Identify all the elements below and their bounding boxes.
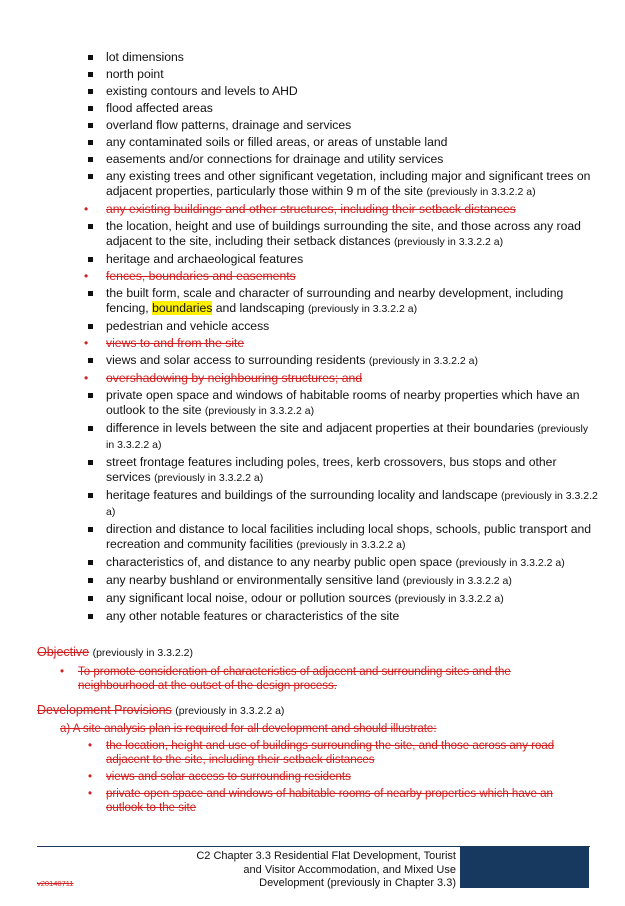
footer-title bbox=[160, 850, 456, 891]
provision-sub-item: • private open space and windows of habitable rooms of nearby properties which have an outlook to the site bbox=[88, 788, 553, 814]
list-item-text: views and solar access to surrounding residents bbox=[106, 353, 366, 367]
bullet-marker bbox=[88, 55, 93, 60]
list-item-text: the built form, scale and character of surrounding and nearby development, including fencing, bbox=[106, 286, 564, 315]
list-item-text: difference in levels between the site and adjacent properties at their boundaries bbox=[106, 421, 534, 435]
bullet-marker: • bbox=[84, 371, 89, 385]
provisions-heading bbox=[37, 703, 284, 717]
bullet-marker bbox=[88, 224, 93, 229]
list-item bbox=[88, 455, 598, 486]
bullet-marker bbox=[88, 578, 93, 583]
bullet-marker bbox=[88, 89, 93, 94]
list-item-text: views to and from the site bbox=[106, 336, 245, 350]
list-item-text: any existing buildings and other structures, including their setback distances bbox=[106, 202, 516, 216]
footer-version: v20140711 bbox=[37, 879, 74, 888]
footer-color-block bbox=[460, 847, 589, 888]
list-item bbox=[88, 219, 598, 250]
list-item bbox=[88, 609, 598, 624]
objective-heading-note: (previously in 3.3.2.2) bbox=[92, 647, 193, 659]
bullet-marker bbox=[88, 596, 93, 601]
list-item bbox=[88, 135, 598, 150]
bullet-marker bbox=[88, 560, 93, 565]
previous-location-note: (previously in 3.3.2.2 a) bbox=[393, 236, 504, 248]
bullet-marker bbox=[88, 614, 93, 619]
list-item bbox=[88, 488, 598, 520]
list-item-text: overshadowing by neighbouring structures; and bbox=[106, 371, 363, 385]
list-item-text: lot dimensions bbox=[106, 50, 184, 64]
list-item bbox=[88, 591, 598, 607]
previous-location-note: (previously in 3.3.2.2 a) bbox=[106, 490, 598, 518]
list-item-text: any other notable features or characteristics of the site bbox=[106, 609, 400, 623]
provision-sub-item-text: private open space and windows of habitable rooms of nearby properties which have an outlook to the site bbox=[106, 788, 553, 814]
list-item-text: overland flow patterns, drainage and services bbox=[106, 118, 352, 132]
highlighted-word: boundaries bbox=[152, 301, 213, 315]
deleted-list-item bbox=[84, 202, 598, 217]
list-item-text: any existing trees and other significant vegetation, including major and significant trees on adjacent properties, particularly those within 9 m of the site bbox=[106, 169, 591, 198]
provisions-heading-text: Development Provisions bbox=[37, 703, 172, 717]
list-item-text: any nearby bushland or environmentally sensitive land bbox=[106, 573, 400, 587]
bullet-marker bbox=[88, 72, 93, 77]
previous-location-note: (previously in 3.3.2.2 a) bbox=[307, 303, 418, 315]
bullet-marker: • bbox=[84, 336, 89, 350]
previous-location-note: (previously in 3.3.2.2 a) bbox=[426, 186, 536, 198]
bullet-marker bbox=[88, 257, 93, 262]
previous-location-note: (previously in 3.3.2.2 a) bbox=[154, 472, 264, 484]
footer-title-line: Development (previously in Chapter 3.3) bbox=[259, 877, 456, 889]
objective-bullet: • To promote consideration of characteristics of adjacent and surrounding sites and the neighbourhood at the outset of the design process. bbox=[60, 666, 511, 692]
bullet-marker bbox=[88, 157, 93, 162]
provisions-heading-note: (previously in 3.3.2.2 a) bbox=[175, 705, 285, 717]
list-item bbox=[88, 421, 598, 453]
footer-title-line: and Visitor Accommodation, and Mixed Use bbox=[243, 863, 456, 876]
objective-heading-text: Objective bbox=[37, 645, 90, 659]
deleted-list-item bbox=[84, 336, 598, 351]
footer-title-line: C2 Chapter 3.3 Residential Flat Development, Tourist bbox=[196, 850, 456, 862]
list-item-text: flood affected areas bbox=[106, 101, 213, 115]
bullet-marker bbox=[88, 358, 93, 363]
objective-bullet-text: To promote consideration of characteristics of adjacent and surrounding sites and the neighbourhood at the outset of the design process. bbox=[78, 666, 511, 692]
bullet-marker bbox=[88, 393, 93, 398]
list-item bbox=[88, 252, 598, 267]
list-item bbox=[88, 388, 598, 419]
previous-location-note: (previously in 3.3.2.2 a) bbox=[368, 355, 478, 367]
previous-location-note: (previously in 3.3.2.2 a) bbox=[296, 539, 406, 551]
list-item bbox=[88, 118, 598, 133]
bullet-marker bbox=[88, 324, 93, 329]
bullet-marker bbox=[88, 106, 93, 111]
list-item-text: the location, height and use of buildings surrounding the site, and those across any road adjacent to the site, including their setback distances bbox=[106, 219, 581, 248]
objective-heading bbox=[37, 645, 193, 659]
bullet-marker: • bbox=[84, 269, 89, 283]
site-analysis-list bbox=[84, 50, 598, 626]
bullet-marker bbox=[88, 123, 93, 128]
list-item-text: direction and distance to local facilities including local shops, schools, public transport and recreation and community facilities bbox=[106, 522, 592, 551]
list-item bbox=[88, 573, 598, 589]
list-item bbox=[88, 101, 598, 116]
bullet-marker: • bbox=[84, 202, 89, 216]
list-item-text: any significant local noise, odour or pollution sources bbox=[106, 591, 392, 605]
list-item bbox=[88, 152, 598, 167]
bullet-marker bbox=[88, 291, 93, 296]
list-item-text: characteristics of, and distance to any nearby public open space bbox=[106, 555, 453, 569]
previous-location-note: (previously in 3.3.2.2 a) bbox=[106, 423, 589, 451]
bullet-marker bbox=[88, 527, 93, 532]
previous-location-note: (previously in 3.3.2.2 a) bbox=[402, 575, 512, 587]
list-item-text: easements and/or connections for drainage and utility services bbox=[106, 152, 444, 166]
list-item bbox=[88, 286, 598, 317]
list-item bbox=[88, 84, 598, 99]
bullet-marker bbox=[88, 493, 93, 498]
list-item-text: heritage features and buildings of the surrounding locality and landscape bbox=[106, 488, 498, 502]
list-item-text: private open space and windows of habitable rooms of nearby properties which have an outlook to the site bbox=[106, 388, 580, 417]
list-item-text: existing contours and levels to AHD bbox=[106, 84, 298, 98]
provision-item-a: a) A site analysis plan is required for all development and should illustrate: bbox=[60, 723, 437, 735]
list-item bbox=[88, 67, 598, 82]
list-item-text: any contaminated soils or filled areas, or areas of unstable land bbox=[106, 135, 448, 149]
list-item-text: north point bbox=[106, 67, 164, 81]
list-item bbox=[88, 319, 598, 334]
bullet-marker bbox=[88, 426, 93, 431]
list-item bbox=[88, 555, 598, 571]
provision-sub-item: • views and solar access to surrounding residents bbox=[88, 771, 351, 783]
list-item-text: street frontage features including poles, trees, kerb crossovers, bus stops and other services bbox=[106, 455, 557, 484]
list-item bbox=[88, 169, 598, 200]
list-item-text: pedestrian and vehicle access bbox=[106, 319, 270, 333]
list-item-text: fences, boundaries and easements bbox=[106, 269, 296, 283]
bullet-marker bbox=[88, 460, 93, 465]
list-item-text: and landscaping bbox=[212, 301, 305, 315]
provision-sub-item-text: views and solar access to surrounding residents bbox=[106, 771, 351, 783]
previous-location-note: (previously in 3.3.2.2 a) bbox=[204, 405, 315, 417]
deleted-list-item bbox=[84, 269, 598, 284]
bullet-marker bbox=[88, 140, 93, 145]
bullet-marker bbox=[88, 174, 93, 179]
list-item bbox=[88, 353, 598, 369]
previous-location-note: (previously in 3.3.2.2 a) bbox=[394, 593, 504, 605]
deleted-list-item bbox=[84, 371, 598, 386]
list-item bbox=[88, 522, 598, 553]
list-item-text: heritage and archaeological features bbox=[106, 252, 304, 266]
provision-sub-item-text: the location, height and use of buildings surrounding the site, and those across any road adjacent to the site, including their setback distances bbox=[106, 740, 555, 766]
list-item bbox=[88, 50, 598, 65]
previous-location-note: (previously in 3.3.2.2 a) bbox=[455, 557, 565, 569]
provision-sub-item: • the location, height and use of buildings surrounding the site, and those across any road adjacent to the site, including their setback distances bbox=[88, 740, 555, 766]
